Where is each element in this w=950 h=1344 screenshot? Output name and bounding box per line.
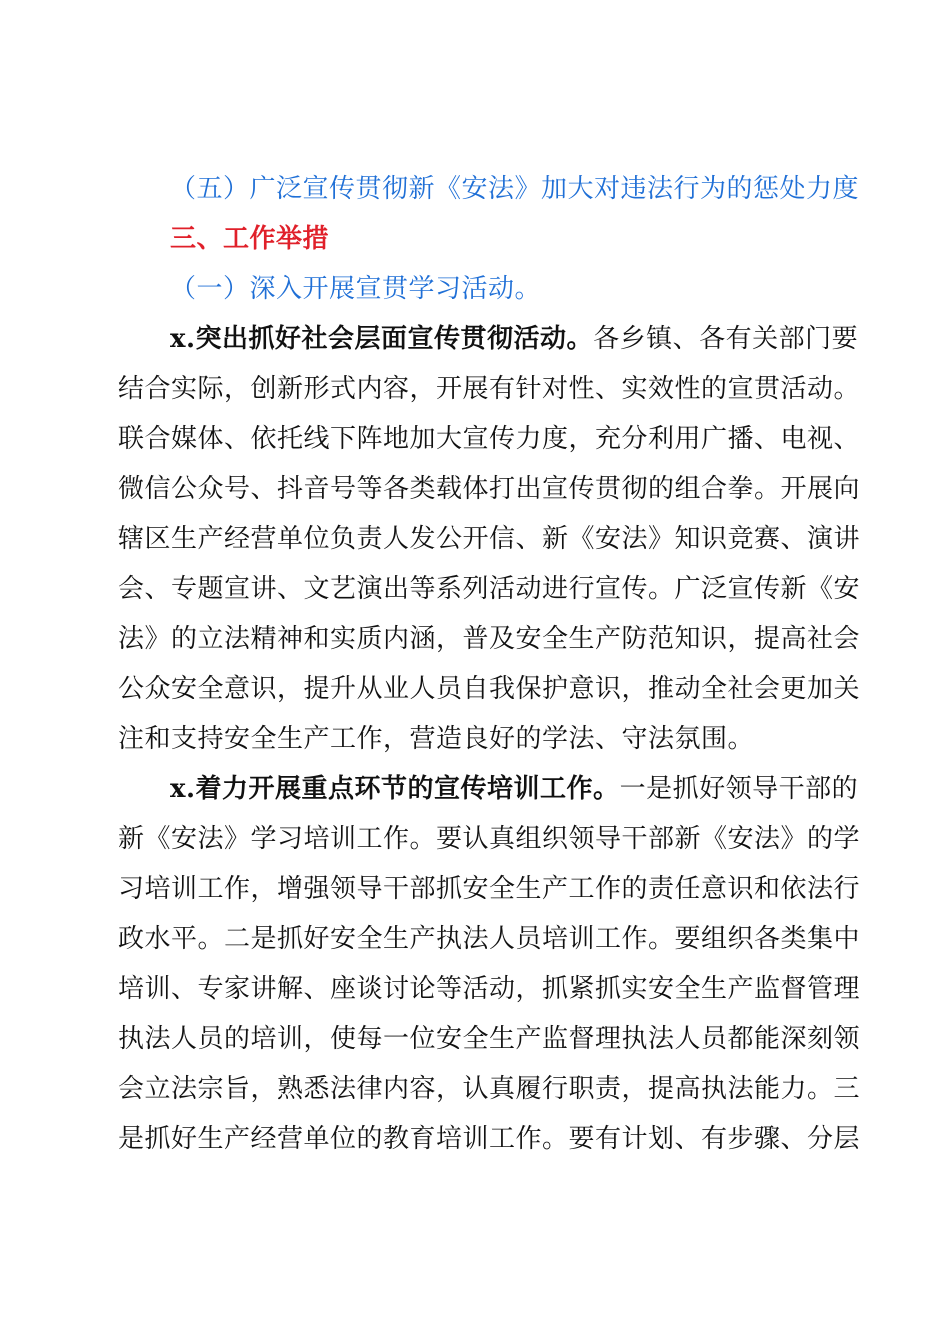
heading-five: （五）广泛宣传贯彻新《安法》加大对违法行为的惩处力度 <box>170 174 860 204</box>
para2-line-8: 是抓好生产经营单位的教育培训工作。要有计划、有步骤、分层 <box>118 1124 861 1154</box>
para1-line-9: 注和支持安全生产工作，营造良好的学法、守法氛围。 <box>118 724 755 754</box>
para1-line-1 <box>170 322 859 356</box>
para2-line-1 <box>170 772 859 806</box>
para2-line-4: 政水平。二是抓好安全生产执法人员培训工作。要组织各类集中 <box>118 924 861 954</box>
para2-lead: x.着力开展重点环节的宣传培训工作。 <box>170 774 620 804</box>
para1-line-6: 会、专题宣讲、文艺演出等系列活动进行宣传。广泛宣传新《安 <box>118 574 861 604</box>
para2-line-6: 执法人员的培训，使每一位安全生产监督理执法人员都能深刻领 <box>118 1024 861 1054</box>
para2-line-3: 习培训工作，增强领导干部抓安全生产工作的责任意识和依法行 <box>118 874 861 904</box>
para1-line-7: 法》的立法精神和实质内涵，普及安全生产防范知识，提高社会 <box>118 624 861 654</box>
para2-line-5: 培训、专家讲解、座谈讨论等活动，抓紧抓实安全生产监督管理 <box>118 974 861 1004</box>
para1-line-5: 辖区生产经营单位负责人发公开信、新《安法》知识竞赛、演讲 <box>118 524 861 554</box>
section-three-heading: 三、工作举措 <box>170 224 330 254</box>
para1-lead: x.突出抓好社会层面宣传贯彻活动。 <box>170 324 594 354</box>
para1-line-4: 微信公众号、抖音号等各类载体打出宣传贯彻的组合拳。开展向 <box>118 474 861 504</box>
subheading-one: （一）深入开展宣贯学习活动。 <box>170 274 542 304</box>
para1-line-8: 公众安全意识，提升从业人员自我保护意识，推动全社会更加关 <box>118 674 861 704</box>
para1-line-3: 联合媒体、依托线下阵地加大宣传力度，充分利用广播、电视、 <box>118 424 861 454</box>
para1-line-1-text: 各乡镇、各有关部门要 <box>593 324 859 354</box>
para1-line-2: 结合实际，创新形式内容，开展有针对性、实效性的宣贯活动。 <box>118 374 861 404</box>
para2-line-2: 新《安法》学习培训工作。要认真组织领导干部新《安法》的学 <box>118 824 861 854</box>
para2-line-7: 会立法宗旨，熟悉法律内容，认真履行职责，提高执法能力。三 <box>118 1074 861 1104</box>
para2-line-1-text: 一是抓好领导干部的 <box>619 774 859 804</box>
